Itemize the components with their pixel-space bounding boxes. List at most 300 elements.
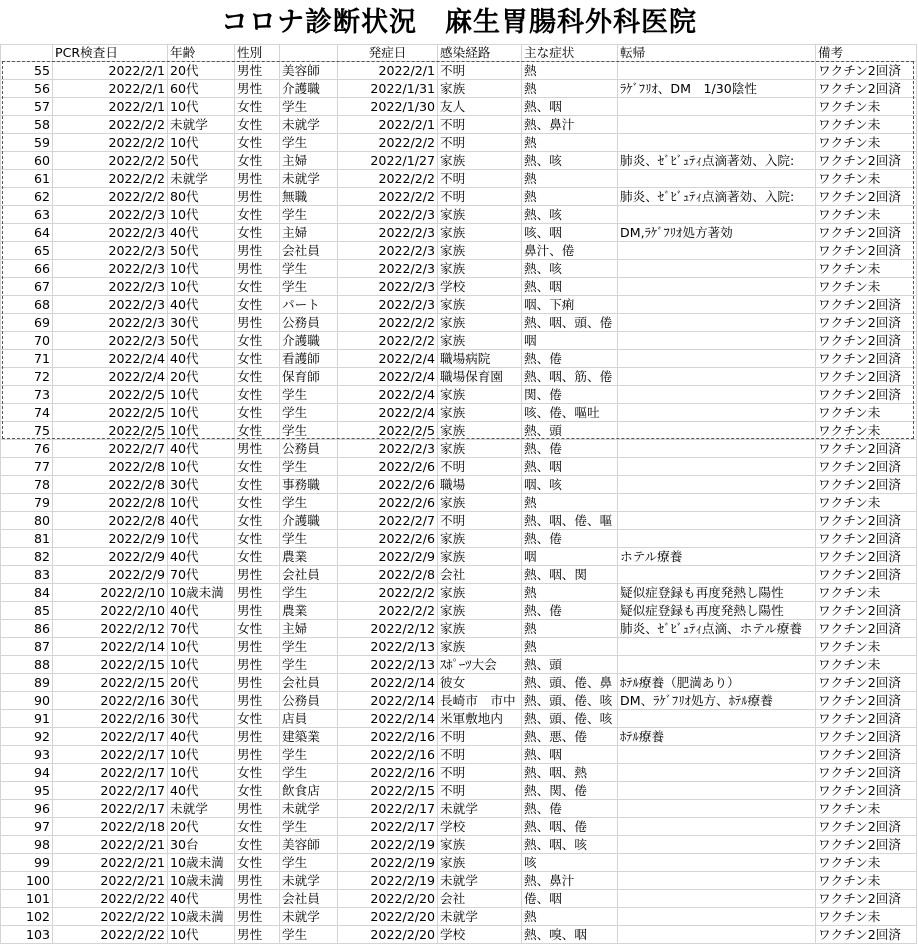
cell-route[interactable]: 不明 [438, 458, 522, 476]
cell-notes[interactable]: ワクチン2回済 [816, 476, 917, 494]
cell-notes[interactable]: ワクチン未 [816, 170, 917, 188]
cell-age[interactable]: 10代 [168, 494, 235, 512]
cell-occupation[interactable]: 介護職 [280, 80, 338, 98]
cell-occupation[interactable]: 公務員 [280, 692, 338, 710]
cell-symptoms[interactable]: 熱 [522, 620, 618, 638]
cell-notes[interactable]: ワクチン未 [816, 494, 917, 512]
cell-onset-date[interactable]: 2022/2/1 [338, 62, 438, 80]
cell-sex[interactable]: 男性 [235, 242, 280, 260]
cell-sex[interactable]: 男性 [235, 80, 280, 98]
cell-no[interactable]: 102 [1, 908, 53, 926]
cell-sex[interactable]: 女性 [235, 116, 280, 134]
cell-route[interactable]: 学校 [438, 278, 522, 296]
cell-age[interactable]: 30代 [168, 692, 235, 710]
cell-sex[interactable]: 女性 [235, 620, 280, 638]
cell-occupation[interactable]: 未就学 [280, 800, 338, 818]
cell-outcome[interactable] [618, 800, 816, 818]
cell-sex[interactable]: 女性 [235, 152, 280, 170]
cell-onset-date[interactable]: 2022/2/3 [338, 224, 438, 242]
cell-no[interactable]: 57 [1, 98, 53, 116]
cell-route[interactable]: 不明 [438, 728, 522, 746]
cell-onset-date[interactable]: 2022/2/8 [338, 566, 438, 584]
cell-sex[interactable]: 女性 [235, 548, 280, 566]
cell-onset-date[interactable]: 2022/2/13 [338, 638, 438, 656]
cell-age[interactable]: 10代 [168, 656, 235, 674]
cell-occupation[interactable]: 学生 [280, 656, 338, 674]
cell-route[interactable]: 彼女 [438, 674, 522, 692]
cell-no[interactable]: 98 [1, 836, 53, 854]
cell-sex[interactable]: 男性 [235, 638, 280, 656]
cell-route[interactable]: 家族 [438, 242, 522, 260]
cell-route[interactable]: 不明 [438, 188, 522, 206]
cell-outcome[interactable] [618, 242, 816, 260]
cell-symptoms[interactable]: 熱、倦 [522, 800, 618, 818]
cell-outcome[interactable] [618, 206, 816, 224]
cell-occupation[interactable]: 学生 [280, 386, 338, 404]
cell-sex[interactable]: 男性 [235, 728, 280, 746]
cell-route[interactable]: 未就学 [438, 908, 522, 926]
cell-pcr-date[interactable]: 2022/2/10 [53, 602, 168, 620]
cell-no[interactable]: 96 [1, 800, 53, 818]
cell-onset-date[interactable]: 2022/2/16 [338, 746, 438, 764]
cell-route[interactable]: 家族 [438, 836, 522, 854]
cell-no[interactable]: 77 [1, 458, 53, 476]
cell-no[interactable]: 64 [1, 224, 53, 242]
cell-symptoms[interactable]: 熱、鼻汁 [522, 116, 618, 134]
cell-age[interactable]: 20代 [168, 368, 235, 386]
cell-no[interactable]: 94 [1, 764, 53, 782]
cell-occupation[interactable]: 学生 [280, 422, 338, 440]
cell-route[interactable]: 職場病院 [438, 350, 522, 368]
cell-notes[interactable]: ワクチン未 [816, 260, 917, 278]
cell-onset-date[interactable]: 2022/1/27 [338, 152, 438, 170]
cell-age[interactable]: 40代 [168, 602, 235, 620]
cell-outcome[interactable]: ホテル療養 [618, 548, 816, 566]
cell-pcr-date[interactable]: 2022/2/3 [53, 242, 168, 260]
cell-age[interactable]: 40代 [168, 350, 235, 368]
cell-notes[interactable]: ワクチン2回済 [816, 458, 917, 476]
cell-no[interactable]: 74 [1, 404, 53, 422]
header-cell-pcr-date[interactable]: PCR検査日 [53, 45, 168, 62]
cell-sex[interactable]: 男性 [235, 602, 280, 620]
cell-symptoms[interactable]: 熱、咽、咳 [522, 836, 618, 854]
cell-symptoms[interactable]: 熱、咽 [522, 98, 618, 116]
cell-outcome[interactable] [618, 440, 816, 458]
cell-occupation[interactable]: 看護師 [280, 350, 338, 368]
cell-outcome[interactable]: ﾗｹﾞﾌﾘｵ、DM 1/30陰性 [618, 80, 816, 98]
cell-symptoms[interactable]: 熱、咽、関 [522, 566, 618, 584]
cell-outcome[interactable]: ﾎﾃﾙ療養（肥満あり） [618, 674, 816, 692]
cell-outcome[interactable] [618, 530, 816, 548]
cell-no[interactable]: 89 [1, 674, 53, 692]
cell-occupation[interactable]: 学生 [280, 206, 338, 224]
cell-onset-date[interactable]: 2022/2/13 [338, 656, 438, 674]
cell-no[interactable]: 91 [1, 710, 53, 728]
cell-age[interactable]: 10代 [168, 134, 235, 152]
cell-onset-date[interactable]: 2022/2/3 [338, 440, 438, 458]
cell-notes[interactable]: ワクチン2回済 [816, 188, 917, 206]
cell-no[interactable]: 65 [1, 242, 53, 260]
cell-no[interactable]: 101 [1, 890, 53, 908]
header-cell-age[interactable]: 年齢 [168, 45, 235, 62]
cell-outcome[interactable] [618, 404, 816, 422]
cell-notes[interactable]: ワクチン2回済 [816, 512, 917, 530]
cell-sex[interactable]: 男性 [235, 62, 280, 80]
cell-route[interactable]: 家族 [438, 548, 522, 566]
cell-notes[interactable]: ワクチン2回済 [816, 764, 917, 782]
cell-notes[interactable]: ワクチン2回済 [816, 890, 917, 908]
cell-notes[interactable]: ワクチン2回済 [816, 80, 917, 98]
cell-age[interactable]: 40代 [168, 224, 235, 242]
cell-notes[interactable]: ワクチン未 [816, 854, 917, 872]
cell-route[interactable]: 家族 [438, 152, 522, 170]
cell-occupation[interactable]: 学生 [280, 494, 338, 512]
cell-pcr-date[interactable]: 2022/2/21 [53, 854, 168, 872]
cell-no[interactable]: 68 [1, 296, 53, 314]
cell-symptoms[interactable]: 咳、倦、嘔吐 [522, 404, 618, 422]
header-cell-outcome[interactable]: 転帰 [618, 45, 816, 62]
cell-route[interactable]: 学校 [438, 926, 522, 944]
cell-route[interactable]: 家族 [438, 422, 522, 440]
cell-outcome[interactable] [618, 782, 816, 800]
cell-age[interactable]: 10代 [168, 278, 235, 296]
cell-occupation[interactable]: 保育師 [280, 368, 338, 386]
header-cell-onset-date[interactable]: 発症日 [338, 45, 438, 62]
cell-age[interactable]: 10歳未満 [168, 872, 235, 890]
cell-sex[interactable]: 男性 [235, 656, 280, 674]
cell-onset-date[interactable]: 2022/2/3 [338, 296, 438, 314]
cell-age[interactable]: 70代 [168, 620, 235, 638]
cell-occupation[interactable]: 建築業 [280, 728, 338, 746]
cell-notes[interactable]: ワクチン2回済 [816, 314, 917, 332]
cell-sex[interactable]: 女性 [235, 476, 280, 494]
cell-occupation[interactable]: 学生 [280, 764, 338, 782]
cell-occupation[interactable]: 学生 [280, 746, 338, 764]
cell-outcome[interactable]: 肺炎、ｾﾞﾋﾞｭﾃｨ点滴著効、入院: [618, 152, 816, 170]
cell-occupation[interactable]: 公務員 [280, 440, 338, 458]
cell-onset-date[interactable]: 2022/2/4 [338, 350, 438, 368]
cell-occupation[interactable]: 学生 [280, 404, 338, 422]
cell-sex[interactable]: 男性 [235, 314, 280, 332]
cell-onset-date[interactable]: 2022/2/14 [338, 692, 438, 710]
cell-route[interactable]: 友人 [438, 98, 522, 116]
cell-sex[interactable]: 男性 [235, 188, 280, 206]
cell-sex[interactable]: 男性 [235, 674, 280, 692]
cell-age[interactable]: 30台 [168, 836, 235, 854]
cell-occupation[interactable]: 学生 [280, 458, 338, 476]
cell-age[interactable]: 50代 [168, 152, 235, 170]
cell-pcr-date[interactable]: 2022/2/16 [53, 710, 168, 728]
cell-route[interactable]: 家族 [438, 638, 522, 656]
cell-route[interactable]: 家族 [438, 332, 522, 350]
cell-pcr-date[interactable]: 2022/2/5 [53, 404, 168, 422]
cell-sex[interactable]: 女性 [235, 818, 280, 836]
cell-no[interactable]: 56 [1, 80, 53, 98]
cell-outcome[interactable] [618, 638, 816, 656]
cell-symptoms[interactable]: 熱、咽 [522, 458, 618, 476]
cell-notes[interactable]: ワクチン2回済 [816, 62, 917, 80]
cell-symptoms[interactable]: 熱 [522, 62, 618, 80]
cell-notes[interactable]: ワクチン2回済 [816, 674, 917, 692]
cell-symptoms[interactable]: 熱、頭 [522, 422, 618, 440]
cell-pcr-date[interactable]: 2022/2/9 [53, 548, 168, 566]
cell-no[interactable]: 70 [1, 332, 53, 350]
cell-notes[interactable]: ワクチン2回済 [816, 350, 917, 368]
cell-outcome[interactable] [618, 170, 816, 188]
header-cell-notes[interactable]: 備考 [816, 45, 917, 62]
cell-pcr-date[interactable]: 2022/2/4 [53, 350, 168, 368]
cell-symptoms[interactable]: 熱、頭、倦、鼻 [522, 674, 618, 692]
cell-outcome[interactable]: ﾎﾃﾙ療養 [618, 728, 816, 746]
cell-age[interactable]: 40代 [168, 512, 235, 530]
cell-no[interactable]: 72 [1, 368, 53, 386]
header-cell-symptoms[interactable]: 主な症状 [522, 45, 618, 62]
cell-no[interactable]: 60 [1, 152, 53, 170]
cell-occupation[interactable]: 農業 [280, 548, 338, 566]
cell-occupation[interactable]: 会社員 [280, 890, 338, 908]
cell-occupation[interactable]: 学生 [280, 260, 338, 278]
cell-occupation[interactable]: 会社員 [280, 242, 338, 260]
cell-onset-date[interactable]: 2022/2/16 [338, 728, 438, 746]
cell-pcr-date[interactable]: 2022/2/2 [53, 116, 168, 134]
cell-occupation[interactable]: 未就学 [280, 872, 338, 890]
cell-pcr-date[interactable]: 2022/2/2 [53, 134, 168, 152]
cell-route[interactable]: 家族 [438, 296, 522, 314]
cell-notes[interactable]: ワクチン2回済 [816, 152, 917, 170]
cell-sex[interactable]: 男性 [235, 440, 280, 458]
cell-notes[interactable]: ワクチン未 [816, 206, 917, 224]
cell-route[interactable]: 家族 [438, 386, 522, 404]
cell-no[interactable]: 76 [1, 440, 53, 458]
cell-onset-date[interactable]: 2022/2/12 [338, 620, 438, 638]
cell-outcome[interactable] [618, 386, 816, 404]
cell-sex[interactable]: 女性 [235, 782, 280, 800]
cell-pcr-date[interactable]: 2022/2/5 [53, 422, 168, 440]
cell-route[interactable]: 家族 [438, 404, 522, 422]
cell-route[interactable]: 家族 [438, 206, 522, 224]
cell-onset-date[interactable]: 2022/2/2 [338, 170, 438, 188]
cell-symptoms[interactable]: 熱、倦 [522, 440, 618, 458]
cell-occupation[interactable]: 農業 [280, 602, 338, 620]
cell-notes[interactable]: ワクチン2回済 [816, 386, 917, 404]
header-cell-no[interactable] [1, 45, 53, 62]
cell-pcr-date[interactable]: 2022/2/3 [53, 296, 168, 314]
cell-notes[interactable]: ワクチン2回済 [816, 620, 917, 638]
cell-no[interactable]: 85 [1, 602, 53, 620]
cell-sex[interactable]: 女性 [235, 224, 280, 242]
cell-symptoms[interactable]: 咽 [522, 332, 618, 350]
cell-notes[interactable]: ワクチン2回済 [816, 746, 917, 764]
cell-outcome[interactable] [618, 836, 816, 854]
cell-age[interactable]: 40代 [168, 782, 235, 800]
cell-route[interactable]: 家族 [438, 314, 522, 332]
cell-no[interactable]: 84 [1, 584, 53, 602]
cell-onset-date[interactable]: 2022/2/20 [338, 890, 438, 908]
cell-no[interactable]: 90 [1, 692, 53, 710]
cell-age[interactable]: 10代 [168, 404, 235, 422]
cell-pcr-date[interactable]: 2022/2/2 [53, 170, 168, 188]
cell-notes[interactable]: ワクチン2回済 [816, 602, 917, 620]
cell-onset-date[interactable]: 2022/2/20 [338, 926, 438, 944]
cell-no[interactable]: 62 [1, 188, 53, 206]
cell-symptoms[interactable]: 熱、咽、熱 [522, 764, 618, 782]
cell-pcr-date[interactable]: 2022/2/12 [53, 620, 168, 638]
cell-occupation[interactable]: 学生 [280, 926, 338, 944]
cell-sex[interactable]: 男性 [235, 926, 280, 944]
cell-onset-date[interactable]: 2022/2/3 [338, 260, 438, 278]
cell-pcr-date[interactable]: 2022/2/22 [53, 926, 168, 944]
cell-outcome[interactable] [618, 296, 816, 314]
cell-symptoms[interactable]: 咳 [522, 854, 618, 872]
cell-outcome[interactable]: 疑似症登録も再度発熱し陽性 [618, 584, 816, 602]
cell-onset-date[interactable]: 2022/2/19 [338, 872, 438, 890]
cell-pcr-date[interactable]: 2022/2/4 [53, 368, 168, 386]
cell-occupation[interactable]: 学生 [280, 584, 338, 602]
cell-occupation[interactable]: 未就学 [280, 116, 338, 134]
cell-symptoms[interactable]: 熱、咳 [522, 206, 618, 224]
cell-route[interactable]: 不明 [438, 746, 522, 764]
cell-symptoms[interactable]: 熱、関、倦 [522, 782, 618, 800]
cell-age[interactable]: 40代 [168, 890, 235, 908]
cell-pcr-date[interactable]: 2022/2/17 [53, 746, 168, 764]
cell-age[interactable]: 60代 [168, 80, 235, 98]
cell-symptoms[interactable]: 咽、下痢 [522, 296, 618, 314]
cell-onset-date[interactable]: 2022/2/9 [338, 548, 438, 566]
cell-sex[interactable]: 女性 [235, 404, 280, 422]
cell-sex[interactable]: 女性 [235, 764, 280, 782]
cell-symptoms[interactable]: 熱、咽、筋、倦 [522, 368, 618, 386]
cell-notes[interactable]: ワクチン未 [816, 404, 917, 422]
cell-onset-date[interactable]: 2022/2/2 [338, 314, 438, 332]
cell-sex[interactable]: 男性 [235, 584, 280, 602]
cell-no[interactable]: 82 [1, 548, 53, 566]
cell-pcr-date[interactable]: 2022/2/14 [53, 638, 168, 656]
cell-notes[interactable]: ワクチン未 [816, 638, 917, 656]
cell-sex[interactable]: 女性 [235, 296, 280, 314]
cell-symptoms[interactable]: 咳、咽 [522, 224, 618, 242]
cell-age[interactable]: 10歳未満 [168, 584, 235, 602]
cell-pcr-date[interactable]: 2022/2/22 [53, 908, 168, 926]
cell-occupation[interactable]: 公務員 [280, 314, 338, 332]
cell-sex[interactable]: 女性 [235, 278, 280, 296]
cell-notes[interactable]: ワクチン未 [816, 908, 917, 926]
cell-occupation[interactable]: パート [280, 296, 338, 314]
cell-onset-date[interactable]: 2022/2/4 [338, 404, 438, 422]
cell-age[interactable]: 10代 [168, 98, 235, 116]
cell-onset-date[interactable]: 2022/2/2 [338, 602, 438, 620]
cell-no[interactable]: 75 [1, 422, 53, 440]
cell-onset-date[interactable]: 2022/2/17 [338, 818, 438, 836]
cell-onset-date[interactable]: 2022/2/3 [338, 278, 438, 296]
cell-occupation[interactable]: 介護職 [280, 512, 338, 530]
cell-occupation[interactable]: 介護職 [280, 332, 338, 350]
cell-notes[interactable]: ワクチン2回済 [816, 836, 917, 854]
cell-route[interactable]: 未就学 [438, 800, 522, 818]
cell-outcome[interactable] [618, 260, 816, 278]
cell-route[interactable]: 家族 [438, 80, 522, 98]
cell-pcr-date[interactable]: 2022/2/17 [53, 764, 168, 782]
cell-symptoms[interactable]: 熱、頭、倦、咳 [522, 692, 618, 710]
cell-notes[interactable]: ワクチン2回済 [816, 818, 917, 836]
cell-route[interactable]: 不明 [438, 170, 522, 188]
cell-symptoms[interactable]: 熱、倦 [522, 530, 618, 548]
cell-no[interactable]: 88 [1, 656, 53, 674]
cell-no[interactable]: 95 [1, 782, 53, 800]
cell-pcr-date[interactable]: 2022/2/3 [53, 224, 168, 242]
cell-onset-date[interactable]: 2022/2/1 [338, 116, 438, 134]
cell-sex[interactable]: 女性 [235, 386, 280, 404]
cell-no[interactable]: 63 [1, 206, 53, 224]
cell-age[interactable]: 20代 [168, 674, 235, 692]
cell-symptoms[interactable]: 倦、咽 [522, 890, 618, 908]
cell-age[interactable]: 未就学 [168, 116, 235, 134]
cell-route[interactable]: 長崎市 市中 [438, 692, 522, 710]
cell-symptoms[interactable]: 熱、倦 [522, 350, 618, 368]
cell-route[interactable]: 会社 [438, 566, 522, 584]
cell-pcr-date[interactable]: 2022/2/5 [53, 386, 168, 404]
cell-notes[interactable]: ワクチン2回済 [816, 710, 917, 728]
cell-occupation[interactable]: 学生 [280, 98, 338, 116]
cell-notes[interactable]: ワクチン未 [816, 656, 917, 674]
cell-outcome[interactable] [618, 764, 816, 782]
cell-outcome[interactable] [618, 908, 816, 926]
cell-route[interactable]: 家族 [438, 494, 522, 512]
cell-onset-date[interactable]: 2022/2/4 [338, 386, 438, 404]
cell-no[interactable]: 71 [1, 350, 53, 368]
cell-symptoms[interactable]: 熱、倦 [522, 602, 618, 620]
cell-sex[interactable]: 男性 [235, 566, 280, 584]
cell-route[interactable]: 家族 [438, 584, 522, 602]
cell-route[interactable]: 不明 [438, 764, 522, 782]
cell-onset-date[interactable]: 2022/2/2 [338, 332, 438, 350]
cell-outcome[interactable] [618, 926, 816, 944]
cell-sex[interactable]: 女性 [235, 530, 280, 548]
cell-outcome[interactable]: DM、ﾗｹﾞﾌﾘｵ処方、ﾎﾃﾙ療養 [618, 692, 816, 710]
cell-outcome[interactable] [618, 710, 816, 728]
cell-occupation[interactable]: 会社員 [280, 566, 338, 584]
cell-sex[interactable]: 男性 [235, 260, 280, 278]
cell-pcr-date[interactable]: 2022/2/22 [53, 890, 168, 908]
cell-route[interactable]: 学校 [438, 818, 522, 836]
cell-occupation[interactable]: 会社員 [280, 674, 338, 692]
cell-onset-date[interactable]: 2022/2/2 [338, 188, 438, 206]
cell-onset-date[interactable]: 2022/2/7 [338, 512, 438, 530]
cell-symptoms[interactable]: 熱、咳 [522, 260, 618, 278]
cell-age[interactable]: 未就学 [168, 170, 235, 188]
cell-onset-date[interactable]: 2022/2/19 [338, 854, 438, 872]
cell-age[interactable]: 40代 [168, 728, 235, 746]
cell-age[interactable]: 40代 [168, 440, 235, 458]
cell-no[interactable]: 93 [1, 746, 53, 764]
cell-age[interactable]: 20代 [168, 62, 235, 80]
cell-pcr-date[interactable]: 2022/2/17 [53, 800, 168, 818]
cell-outcome[interactable] [618, 422, 816, 440]
cell-pcr-date[interactable]: 2022/2/3 [53, 278, 168, 296]
cell-sex[interactable]: 女性 [235, 710, 280, 728]
cell-outcome[interactable]: 肺炎、ｾﾞﾋﾞｭﾃｨ点滴著効、入院: [618, 188, 816, 206]
cell-occupation[interactable]: 店員 [280, 710, 338, 728]
cell-no[interactable]: 92 [1, 728, 53, 746]
cell-outcome[interactable] [618, 818, 816, 836]
cell-onset-date[interactable]: 2022/1/30 [338, 98, 438, 116]
cell-notes[interactable]: ワクチン2回済 [816, 242, 917, 260]
cell-age[interactable]: 30代 [168, 710, 235, 728]
cell-age[interactable]: 10歳未満 [168, 854, 235, 872]
cell-symptoms[interactable]: 熱 [522, 134, 618, 152]
cell-occupation[interactable]: 主婦 [280, 620, 338, 638]
cell-sex[interactable]: 女性 [235, 206, 280, 224]
cell-onset-date[interactable]: 2022/1/31 [338, 80, 438, 98]
